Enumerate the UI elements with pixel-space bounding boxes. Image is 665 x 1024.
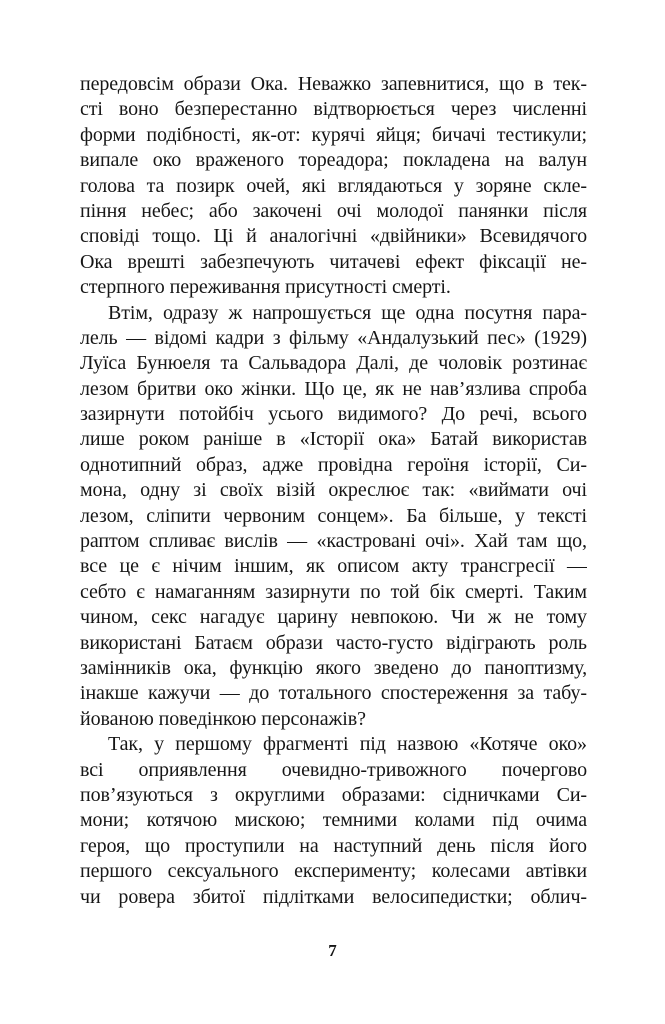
word: його	[548, 834, 587, 857]
word: однотипний	[80, 453, 182, 476]
word: до	[249, 682, 270, 705]
word: чином,	[80, 606, 139, 629]
word: все	[80, 555, 108, 578]
word: читачеві	[329, 250, 401, 273]
word: окреслює	[328, 479, 410, 502]
word: інакше	[80, 682, 139, 705]
word: до	[451, 656, 472, 679]
text-line	[80, 885, 587, 910]
word: образами:	[341, 783, 426, 806]
word: тотального	[278, 682, 372, 705]
word: всього	[532, 403, 587, 426]
word: ока»	[378, 428, 417, 451]
word: Неважко	[297, 73, 372, 95]
word: безперестанно	[174, 98, 298, 121]
word: образи	[183, 73, 241, 95]
word: першого	[80, 860, 152, 883]
word: під	[492, 809, 519, 832]
word: запевнитися,	[380, 73, 490, 95]
word: оприявлення	[138, 758, 247, 781]
word: тощо.	[152, 225, 201, 248]
word: які	[301, 174, 326, 197]
word: воно	[118, 98, 159, 121]
word: подібності,	[146, 123, 241, 146]
word: Луїса	[80, 352, 127, 375]
word: адже	[262, 453, 304, 476]
paragraph	[80, 732, 587, 910]
word: що	[144, 834, 171, 857]
word: бік	[429, 580, 455, 603]
word: одразу	[162, 301, 219, 324]
word: Ці	[213, 225, 234, 248]
word: смерті.	[464, 580, 524, 603]
word: врешті	[127, 250, 185, 273]
word: кажучи	[148, 682, 211, 705]
word: Втім,	[108, 301, 153, 324]
word: іншим,	[234, 555, 294, 578]
word: напрошується	[252, 301, 372, 324]
word: тореадора;	[298, 149, 389, 172]
word: вглядаються	[337, 174, 443, 197]
word: потойбіч	[179, 403, 254, 426]
text-line	[80, 326, 587, 351]
word: паноптизму,	[484, 656, 587, 679]
text-line	[80, 478, 587, 503]
word: під	[359, 733, 386, 756]
text-line	[80, 301, 587, 326]
word: героя,	[80, 834, 131, 857]
word: «Історії	[299, 428, 365, 451]
word: мискою;	[234, 809, 306, 832]
word: око	[204, 377, 233, 400]
word: не-	[561, 250, 587, 273]
word: зі	[193, 479, 207, 502]
word: збитої	[192, 885, 245, 908]
word: героїня	[407, 453, 469, 476]
text-line	[80, 123, 587, 148]
word: всі	[80, 758, 104, 781]
word: око	[152, 149, 182, 172]
word: Батай	[430, 428, 479, 451]
text-line	[80, 834, 587, 859]
text-line	[80, 199, 587, 224]
word: бритви	[136, 377, 197, 400]
word: за	[517, 682, 535, 705]
word: функцію	[229, 656, 303, 679]
word: через	[450, 98, 497, 121]
text-line	[80, 859, 587, 884]
word: тестикули;	[496, 123, 587, 146]
text-line	[80, 681, 587, 706]
word: пов’язуються	[80, 783, 193, 806]
word: посутня	[464, 301, 533, 324]
word: очі	[336, 199, 362, 222]
word: очі	[562, 479, 587, 502]
word: курячі	[311, 123, 366, 146]
text-line	[80, 783, 587, 808]
text-line	[80, 351, 587, 376]
word: Батаєм	[194, 631, 253, 654]
word: скле-	[543, 174, 587, 197]
word: Бунюеля	[136, 352, 211, 375]
text-line	[80, 224, 587, 249]
word: тексті	[537, 504, 587, 527]
word: експерименту;	[294, 860, 417, 883]
word: та	[220, 352, 239, 375]
word: голова	[80, 174, 135, 197]
word: використав	[492, 428, 587, 451]
word: випале	[80, 149, 139, 172]
word: пара-	[542, 301, 587, 324]
word: чи	[80, 885, 101, 908]
word: жінки.	[241, 377, 297, 400]
word: око»	[548, 733, 587, 756]
word: —	[126, 326, 146, 349]
word: фрагменті	[263, 733, 349, 756]
word: намаганням	[154, 580, 256, 603]
word: облич-	[530, 885, 587, 908]
word: закочені	[252, 199, 322, 222]
word: тому	[546, 606, 587, 629]
text-line	[80, 427, 587, 452]
text-line	[80, 732, 587, 757]
word: невпокою.	[350, 606, 439, 629]
word: замінників	[80, 656, 171, 679]
text-line	[80, 631, 587, 656]
word: (1929)	[534, 326, 587, 349]
word: сексуального	[167, 860, 279, 883]
word: «Котяче	[469, 733, 538, 756]
word: що,	[556, 530, 587, 553]
word: з	[210, 783, 218, 806]
word: численні	[512, 98, 587, 121]
word: автівки	[525, 860, 587, 883]
word: «двійники»	[369, 225, 467, 248]
word: ровера	[118, 885, 175, 908]
word: одна	[415, 301, 455, 324]
word: очевидно-тривожного	[281, 758, 467, 781]
paragraph	[80, 301, 587, 733]
word: підлітками	[262, 885, 355, 908]
word: тек-	[553, 73, 587, 95]
word: той	[390, 580, 420, 603]
word: очі».	[425, 530, 465, 553]
word: Далі,	[356, 352, 399, 375]
text-line	[80, 72, 587, 97]
text-line	[80, 808, 587, 833]
word: —	[219, 682, 240, 705]
word: візій	[276, 479, 316, 502]
word: нічим	[172, 555, 222, 578]
word: по	[360, 580, 381, 603]
word: є	[136, 580, 145, 603]
word: нагадує	[199, 606, 265, 629]
word: образ,	[196, 453, 248, 476]
word: ока,	[183, 656, 217, 679]
word: раптом	[80, 530, 140, 553]
word: Ба	[406, 504, 427, 527]
word: назвою	[397, 733, 459, 756]
word: спливає	[148, 530, 216, 553]
text-line	[80, 656, 587, 681]
word: часто-густо	[335, 631, 434, 654]
page-number: 7	[328, 941, 337, 960]
word: спроба	[528, 377, 587, 400]
word: секс	[151, 606, 187, 629]
word: або	[208, 199, 238, 222]
word: вислів	[224, 530, 278, 553]
word: зазирнути	[80, 403, 165, 426]
word: після	[490, 834, 535, 857]
word: чоловік	[438, 352, 503, 375]
word: проступили	[184, 834, 285, 857]
text-line	[80, 377, 587, 402]
word: як-от:	[251, 123, 301, 146]
word: як	[375, 377, 395, 400]
word: описом	[337, 555, 400, 578]
paragraph	[80, 72, 587, 301]
word: відтворюється	[313, 98, 435, 121]
word: якого	[315, 656, 361, 679]
text-line	[80, 554, 587, 579]
word: сонцем».	[317, 504, 394, 527]
word: Сальвадора	[248, 352, 347, 375]
word: очима	[535, 809, 587, 832]
word: день	[437, 834, 476, 857]
word: видимого?	[337, 403, 428, 426]
word: зведено	[373, 656, 439, 679]
word: на	[504, 149, 524, 172]
word: ефект	[415, 250, 465, 273]
word: де	[409, 352, 429, 375]
word: роль	[548, 631, 587, 654]
word: очей,	[246, 174, 290, 197]
word: кадри	[215, 326, 265, 349]
word: «виймати	[468, 479, 549, 502]
word: Си-	[556, 783, 587, 806]
word: піння	[80, 199, 127, 222]
word: Чи	[451, 606, 475, 629]
word: валун	[538, 149, 587, 172]
word: аналогічні	[269, 225, 358, 248]
word: відомі	[154, 326, 207, 349]
word: фіксації	[479, 250, 546, 273]
word: Таким	[533, 580, 587, 603]
word: небес;	[141, 199, 194, 222]
word: колесами	[431, 860, 511, 883]
word: царину	[277, 606, 338, 629]
word: панянки	[458, 199, 529, 222]
word: одну	[140, 479, 180, 502]
word: почергово	[501, 758, 587, 781]
text-line	[80, 174, 587, 199]
word: лезом,	[80, 504, 134, 527]
word: у	[154, 733, 165, 756]
word: це	[119, 555, 139, 578]
word: так:	[422, 479, 456, 502]
word: котячою	[146, 809, 218, 832]
word: себто	[80, 580, 127, 603]
text-line	[80, 453, 587, 478]
word: форми	[80, 123, 136, 146]
word: речі,	[479, 403, 519, 426]
word: сліпити	[146, 504, 211, 527]
text-line: стерпного переживання присутності смерті.	[80, 276, 451, 299]
word: Ока	[80, 250, 113, 273]
word: Всевидячого	[479, 225, 587, 248]
text-line: йованою поведінкою персонажів?	[80, 707, 366, 730]
word: темними	[322, 809, 398, 832]
text-line	[80, 504, 587, 529]
word: не	[514, 606, 534, 629]
word: молодої	[376, 199, 444, 222]
word: ж	[228, 301, 243, 324]
word: першому	[175, 733, 252, 756]
word: табу-	[543, 682, 587, 705]
text-line	[80, 250, 587, 275]
word: мона,	[80, 479, 127, 502]
word: в	[534, 73, 544, 95]
word: у	[515, 504, 525, 527]
word: ж	[487, 606, 502, 629]
word: —	[567, 555, 587, 578]
word: враженого	[195, 149, 284, 172]
word: усього	[268, 403, 324, 426]
word: історії,	[483, 453, 542, 476]
word: сідничками	[442, 783, 540, 806]
word: це,	[342, 377, 367, 400]
word: та	[146, 174, 165, 197]
word: в	[276, 428, 286, 451]
word: «кастровані	[316, 530, 416, 553]
word: велосипедистки;	[372, 885, 513, 908]
word: сповіді	[80, 225, 140, 248]
text-line	[80, 758, 587, 783]
word: Що	[304, 377, 335, 400]
word: трансгресії	[460, 555, 555, 578]
word: нав’язлива	[430, 377, 521, 400]
word: більше,	[438, 504, 503, 527]
text-line	[80, 148, 587, 173]
word: мони;	[80, 809, 130, 832]
word: своїх	[219, 479, 264, 502]
word: роком	[138, 428, 190, 451]
word: забезпечують	[200, 250, 315, 273]
word: у	[453, 174, 464, 197]
word: До	[441, 403, 466, 426]
word: Си-	[556, 453, 587, 476]
text-line	[80, 580, 587, 605]
word: відіграють	[446, 631, 536, 654]
word: яйця;	[376, 123, 421, 146]
word: Хай	[474, 530, 508, 553]
word: наступний	[333, 834, 423, 857]
word: зоряне	[475, 174, 532, 197]
word: як	[306, 555, 325, 578]
word: фільму	[289, 326, 349, 349]
word: Ока.	[250, 73, 288, 95]
word: провідна	[317, 453, 393, 476]
word: бичачі	[431, 123, 486, 146]
word: розтинає	[512, 352, 587, 375]
word: з	[272, 326, 281, 349]
word: там	[517, 530, 548, 553]
word: лель	[80, 326, 118, 349]
word: раніше	[203, 428, 263, 451]
word: зазирнути	[265, 580, 350, 603]
word: червоним	[223, 504, 305, 527]
word: акту	[411, 555, 449, 578]
word: що	[499, 73, 525, 95]
word: лише	[80, 428, 125, 451]
word: й	[246, 225, 257, 248]
word: пес»	[487, 326, 526, 349]
text-line	[80, 605, 587, 630]
word: округлими	[234, 783, 325, 806]
word: лезом	[80, 377, 129, 400]
word: ще	[381, 301, 406, 324]
word: сті	[80, 98, 103, 121]
word: на	[299, 834, 319, 857]
word: Так,	[108, 733, 143, 756]
page-text	[80, 72, 587, 910]
word: —	[287, 530, 308, 553]
word: використані	[80, 631, 182, 654]
text-line	[80, 529, 587, 554]
text-line	[80, 97, 587, 122]
word: колами	[414, 809, 475, 832]
word: після	[543, 199, 587, 222]
word: «Андалузький	[357, 326, 479, 349]
word: є	[151, 555, 160, 578]
word: позирк	[176, 174, 235, 197]
word: передовсім	[80, 73, 174, 95]
word: спостереження	[380, 682, 508, 705]
word: не	[402, 377, 422, 400]
word: покладена	[403, 149, 491, 172]
word: образи	[265, 631, 323, 654]
text-line	[80, 402, 587, 427]
